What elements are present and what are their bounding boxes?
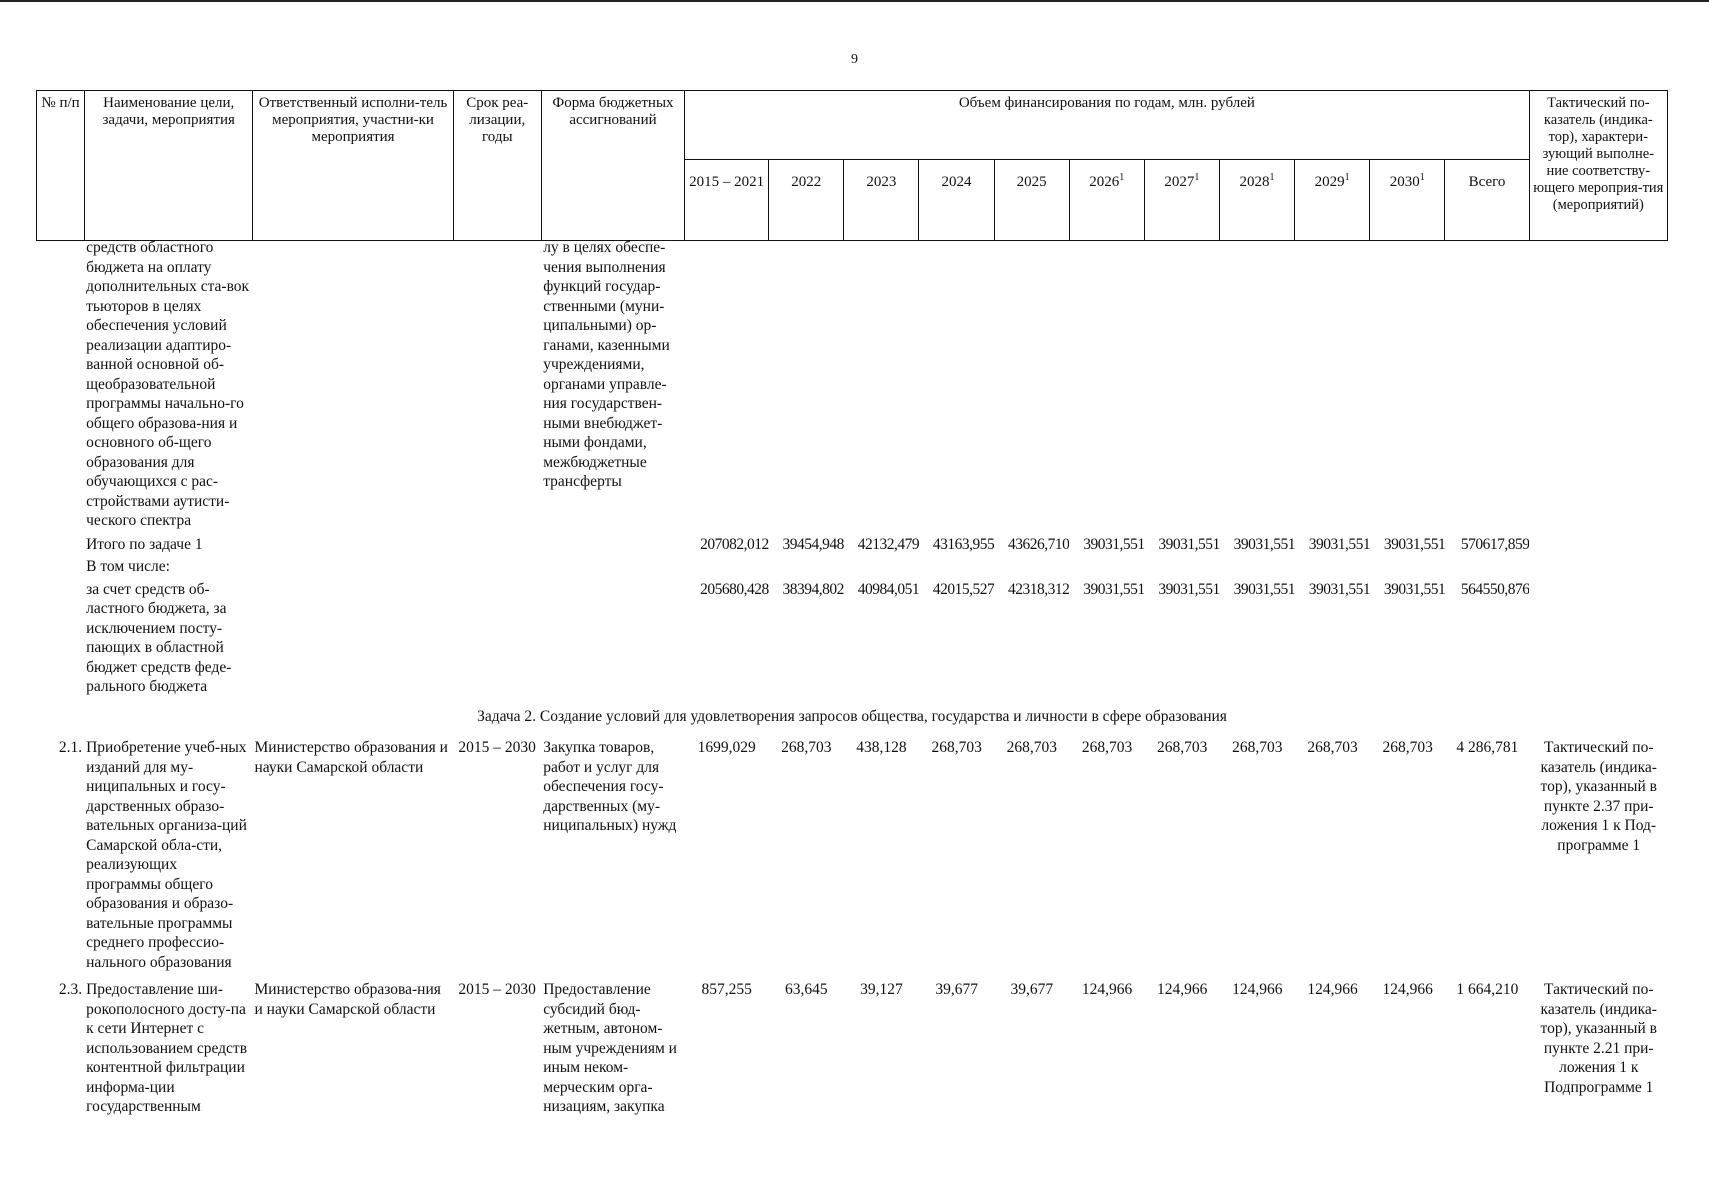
table-cell: 39031,551 xyxy=(1233,580,1295,598)
row-period: 2015 – 2030 xyxy=(458,739,536,756)
header-number: № п/п xyxy=(37,91,85,241)
table-row-task2 xyxy=(36,697,1668,739)
row-number: 2.1. xyxy=(58,739,83,756)
table-cell: 438,128 xyxy=(856,739,907,756)
table-cell: 268,703 xyxy=(1382,739,1433,756)
table-body xyxy=(36,238,1668,1117)
table-cell: 39031,551 xyxy=(1158,535,1220,553)
table-cell: 268,703 xyxy=(1006,739,1058,756)
continuation-name: средств областного бюджета на оплату дополнительных ста-вок тьюторов в целях обеспечения условий реализации адаптиро-ванной основной об-щеобразовательной программы начально-го общего образова-ния и основного об-щего образования для обучающихся с рас-стройствами аутисти-ческого спектра xyxy=(86,239,250,529)
page-number: 9 xyxy=(851,52,858,67)
table-row-2-1 xyxy=(36,738,1668,972)
row-name: Предоставление ши-рокополосного досту-па к сети Интернет с использованием средств контентной фильтрации информа-ции государственным xyxy=(86,981,248,1115)
header-year: 2022 xyxy=(769,160,844,241)
table-cell-total: 570617,859 xyxy=(1460,535,1530,553)
header-year: 2015 – 2021 xyxy=(685,160,769,241)
table-header xyxy=(36,90,1668,241)
table-cell: 124,966 xyxy=(1156,981,1208,998)
table-cell: 268,703 xyxy=(781,739,832,756)
table-cell: 124,966 xyxy=(1232,981,1283,998)
table-cell: 38394,802 xyxy=(782,580,844,598)
table-cell-total: 564550,876 xyxy=(1460,580,1530,598)
table-row-total-task1 xyxy=(36,531,1668,555)
table-cell: 39031,551 xyxy=(1083,580,1145,598)
table-cell: 39,127 xyxy=(860,981,903,998)
table-cell: 39031,551 xyxy=(1308,535,1371,553)
header-responsible: Ответственный исполни-тель мероприятия, участни-ки мероприятия xyxy=(253,91,453,241)
table-cell: 39031,551 xyxy=(1158,580,1220,598)
table-cell: 42132,479 xyxy=(857,535,920,553)
header-funding: Объем финансирования по годам, млн. рублей xyxy=(685,91,1530,160)
header-year-total: Всего xyxy=(1445,160,1529,241)
table-cell-total: 4 286,781 xyxy=(1456,739,1519,756)
table-cell: 268,703 xyxy=(1081,739,1133,756)
table-row-including xyxy=(36,554,1668,577)
table-cell: 43626,710 xyxy=(1008,535,1070,553)
header-period: Срок реа-лизации, годы xyxy=(453,91,541,241)
table-cell: 268,703 xyxy=(931,739,982,756)
table-cell: 124,966 xyxy=(1081,981,1133,998)
header-year: 2024 xyxy=(919,160,994,241)
table-cell: 268,703 xyxy=(1156,739,1208,756)
row-indicator: Тактический по-казатель (индика-тор), указанный в пункте 2.37 при-ложения 1 к Под-программе 1 xyxy=(1540,739,1657,854)
table-cell: 39031,551 xyxy=(1308,580,1371,598)
header-year: 2028$^1$ xyxy=(1219,160,1294,241)
header-indicator: Тактический по-казатель (индика-тор), характери-зующий выполне-ние соответству-ющего мероприя-тия (мероприятий) xyxy=(1529,91,1667,241)
row-name: Приобретение учеб-ных изданий для му-ниципальных и госу-дарственных образо-вательных организа-ций Самарской обла-сти, реализующих программы общего образования и образо-вательные программы среднего профессио-нального образования xyxy=(86,739,247,971)
table-row-regional-budget xyxy=(36,577,1668,697)
header-year: 2025 xyxy=(994,160,1069,241)
table-cell: 857,255 xyxy=(701,981,752,998)
table-cell: 39031,551 xyxy=(1383,535,1446,553)
table-cell: 43163,955 xyxy=(932,535,995,553)
table-cell-total: 1 664,210 xyxy=(1456,981,1519,998)
table-cell: 39,677 xyxy=(1010,981,1054,998)
table-row-2-3 xyxy=(36,980,1668,1117)
table-cell: 268,703 xyxy=(1232,739,1283,756)
table-cell: 268,703 xyxy=(1307,739,1358,756)
table-cell: 39031,551 xyxy=(1383,580,1446,598)
table-cell: 39031,551 xyxy=(1083,535,1145,553)
table-cell: 63,645 xyxy=(785,981,828,998)
row-responsible: Министерство образова-ния и науки Самарской области xyxy=(254,981,441,1018)
header-year: 2027$^1$ xyxy=(1144,160,1219,241)
table-cell: 124,966 xyxy=(1307,981,1358,998)
table-cell: 207082,012 xyxy=(700,535,769,553)
table-cell: 40984,051 xyxy=(857,580,920,598)
row-responsible: Министерство образования и науки Самарской области xyxy=(254,739,448,776)
header-year: 2026$^1$ xyxy=(1069,160,1144,241)
task2-title: Задача 2. Создание условий для удовлетворения запросов общества, государства и личности в сфере образования xyxy=(477,707,1227,725)
including-label: В том числе: xyxy=(86,558,170,575)
header-budget-form: Форма бюджетных ассигнований xyxy=(541,91,684,241)
header-year: 2023 xyxy=(844,160,919,241)
page-top-rule xyxy=(0,0,1709,2)
row-budget-form: Закупка товаров, работ и услуг для обеспечения госу-дарственных (му-ниципальных) нужд xyxy=(543,739,677,834)
table-cell: 205680,428 xyxy=(700,580,769,598)
table-cell: 124,966 xyxy=(1382,981,1433,998)
table-cell: 1699,029 xyxy=(697,739,756,756)
table-row xyxy=(36,238,1668,531)
row-indicator: Тактический по-казатель (индика-тор), указанный в пункте 2.21 при-ложения 1 к Подпрограмме 1 xyxy=(1540,981,1657,1096)
header-year: 2030$^1$ xyxy=(1370,160,1445,241)
row-period: 2015 – 2030 xyxy=(458,981,536,998)
table-cell: 42318,312 xyxy=(1008,580,1070,598)
row-budget-form: Предоставление субсидий бюд-жетным, автоном-ным учреждениям и иным неком-мерческим орга-низациям, закупка xyxy=(543,981,677,1115)
total-task1-label: Итого по задаче 1 xyxy=(86,535,203,553)
row-number: 2.3. xyxy=(58,981,83,998)
continuation-form: лу в целях обеспе-чения выполнения функций государ-ственными (муни-ципальными) ор-ганами, казенными учреждениями, органами управле-ния государствен-ными внебюджет-ными фондами, межбюджетные трансферты xyxy=(543,239,670,490)
header-year: 2029$^1$ xyxy=(1295,160,1370,241)
regional-budget-label: за счет средств об-ластного бюджета, за исключением посту-пающих в областной бюджет средств феде-рального бюджета xyxy=(86,580,232,695)
header-name: Наименование цели, задачи, мероприятия xyxy=(85,91,253,241)
table-cell: 42015,527 xyxy=(932,580,995,598)
table-cell: 39,677 xyxy=(935,981,978,998)
table-cell: 39454,948 xyxy=(782,535,844,553)
table-cell: 39031,551 xyxy=(1233,535,1295,553)
